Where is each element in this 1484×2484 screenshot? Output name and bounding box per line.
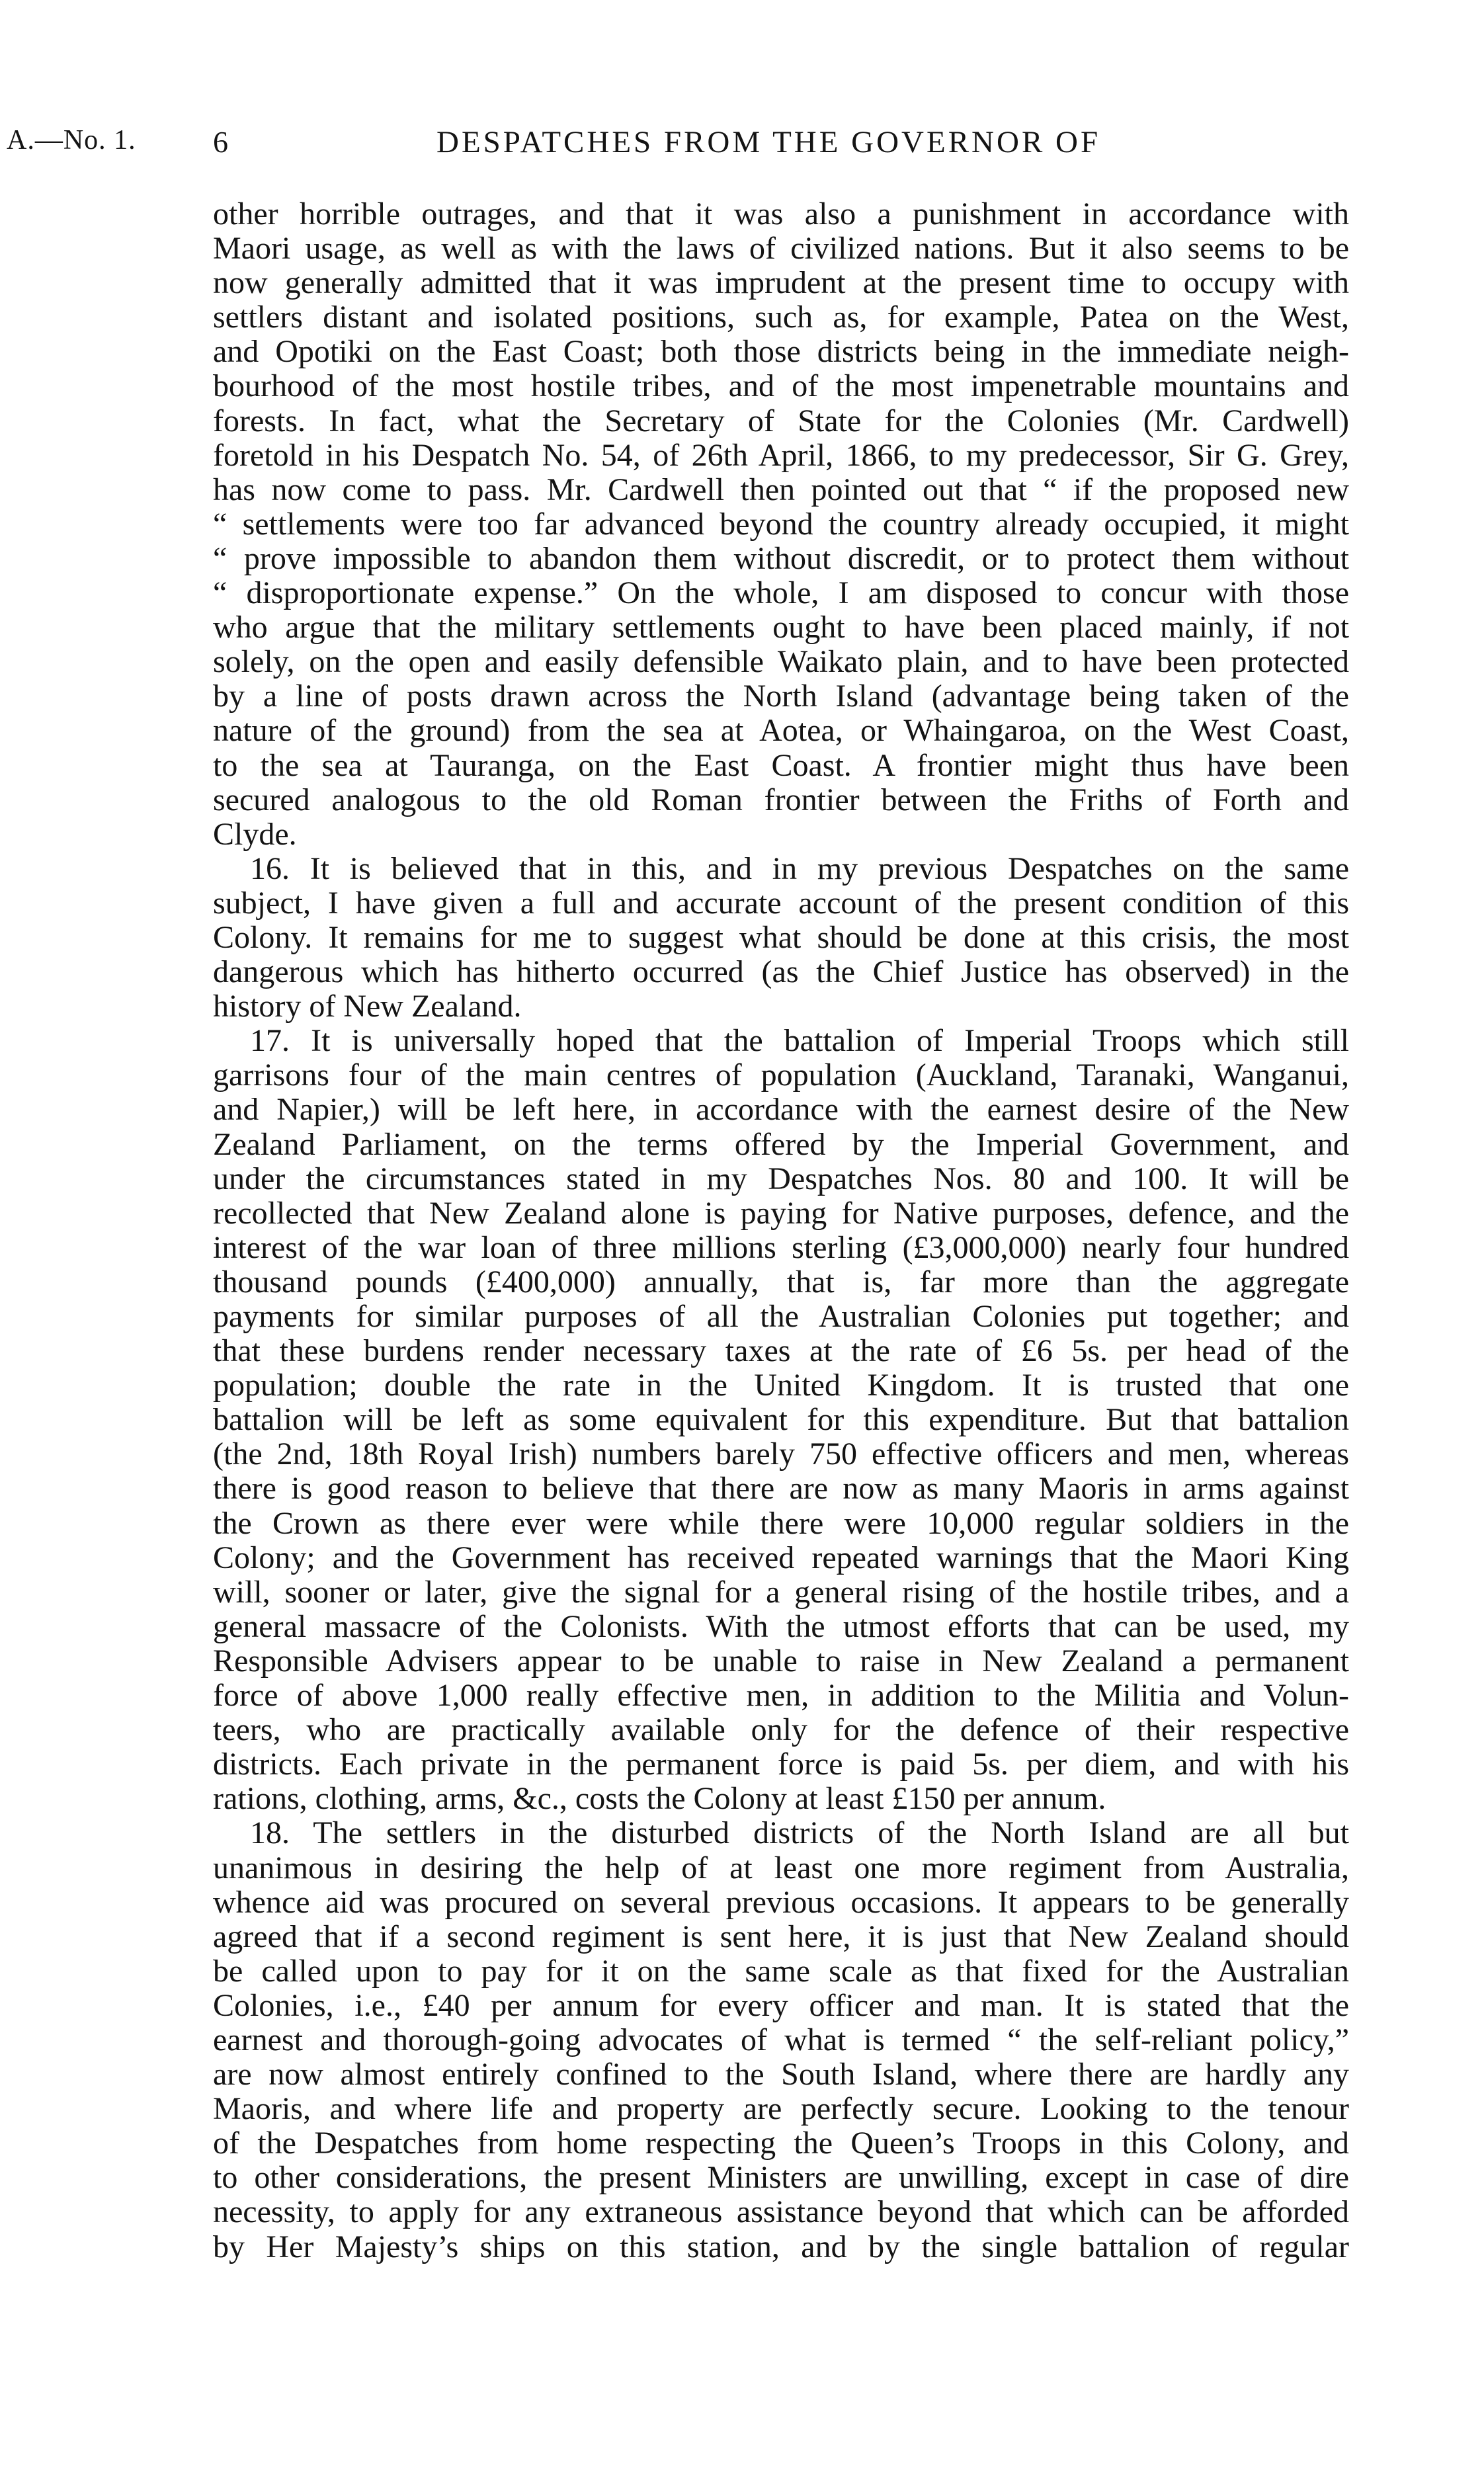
text-line: and Opotiki on the East Coast; both those districts being in the immediate neigh- bbox=[213, 334, 1349, 370]
text-line: to the sea at Tauranga, on the East Coast. A frontier might thus have been bbox=[213, 747, 1349, 783]
text-line: payments for similar purposes of all the Australian Colonies put together; and bbox=[213, 1299, 1349, 1334]
text-line: to other considerations, the present Ministers are unwilling, except in case of dire bbox=[213, 2160, 1349, 2196]
text-line: (the 2nd, 18th Royal Irish) numbers barely 750 effective officers and men, whereas bbox=[213, 1436, 1349, 1472]
text-line: that these burdens render necessary taxes at the rate of £6 5s. per head of the bbox=[213, 1333, 1349, 1369]
text-line: has now come to pass. Mr. Cardwell then pointed out that “ if the proposed new bbox=[213, 472, 1349, 507]
text-line: bourhood of the most hostile tribes, and of the most impenetrable mountains and bbox=[213, 368, 1349, 404]
text-line: Clyde. bbox=[213, 816, 297, 852]
text-line: be called upon to pay for it on the same scale as that fixed for the Australian bbox=[213, 1953, 1349, 1989]
text-line: forests. In fact, what the Secretary of State for the Colonies (Mr. Cardwell) bbox=[213, 403, 1349, 438]
text-line: are now almost entirely confined to the South Island, where there are hardly any bbox=[213, 2057, 1349, 2092]
text-line: general massacre of the Colonists. With the utmost efforts that can be used, my bbox=[213, 1608, 1349, 1644]
text-line: who argue that the military settlements ought to have been placed mainly, if not bbox=[213, 610, 1349, 645]
text-line: by a line of posts drawn across the North Island (advantage being taken of the bbox=[213, 679, 1349, 714]
text-line: Colonies, i.e., £40 per annum for every officer and man. It is stated that the bbox=[213, 1987, 1349, 2023]
text-line: solely, on the open and easily defensible Waikato plain, and to have been protected bbox=[213, 644, 1349, 680]
text-line: nature of the ground) from the sea at Aotea, or Whaingaroa, on the West Coast, bbox=[213, 713, 1349, 749]
text-line: Maoris, and where life and property are perfectly secure. Looking to the tenour bbox=[213, 2091, 1349, 2127]
text-line: under the circumstances stated in my Despatches Nos. 80 and 100. It will be bbox=[213, 1161, 1349, 1196]
text-line: earnest and thorough-going advocates of what is termed “ the self-reliant policy,” bbox=[213, 2022, 1349, 2057]
text-line: dangerous which has hitherto occurred (as the Chief Justice has observed) in the bbox=[213, 954, 1349, 990]
text-line: Responsible Advisers appear to be unable to raise in New Zealand a permanent bbox=[213, 1643, 1349, 1678]
text-line: 18. The settlers in the disturbed districts of the North Island are all but bbox=[250, 1815, 1349, 1851]
text-line: “ disproportionate expense.” On the whole, I am disposed to concur with those bbox=[213, 575, 1349, 611]
text-line: foretold in his Despatch No. 54, of 26th April, 1866, to my predecessor, Sir G. Grey, bbox=[213, 437, 1349, 473]
text-line: by Her Majesty’s ships on this station, and by the single battalion of regular bbox=[213, 2229, 1349, 2264]
text-line: force of above 1,000 really effective men, in addition to the Militia and Volun- bbox=[213, 1678, 1349, 1714]
text-line: settlers distant and isolated positions, such as, for example, Patea on the West, bbox=[213, 300, 1349, 335]
text-line: recollected that New Zealand alone is paying for Native purposes, defence, and the bbox=[213, 1195, 1349, 1231]
text-line: garrisons four of the main centres of population (Auckland, Taranaki, Wanganui, bbox=[213, 1057, 1349, 1093]
text-line: Colony. It remains for me to suggest what should be done at this crisis, the most bbox=[213, 919, 1349, 955]
document-reference: A.—No. 1. bbox=[7, 125, 136, 155]
text-line: interest of the war loan of three millions sterling (£3,000,000) nearly four hundred bbox=[213, 1229, 1349, 1265]
text-line: history of New Zealand. bbox=[213, 989, 522, 1024]
text-line: whence aid was procured on several previous occasions. It appears to be generally bbox=[213, 1884, 1349, 1920]
text-line: will, sooner or later, give the signal for a general rising of the hostile tribes, and a bbox=[213, 1574, 1349, 1610]
running-title: DESPATCHES FROM THE GOVERNOR OF bbox=[436, 125, 1101, 159]
text-line: secured analogous to the old Roman frontier between the Friths of Forth and bbox=[213, 782, 1349, 817]
body-text bbox=[213, 197, 1349, 2264]
page-header bbox=[0, 124, 1484, 171]
text-line: subject, I have given a full and accurate account of the present condition of this bbox=[213, 885, 1349, 921]
text-line: rations, clothing, arms, &c., costs the Colony at least £150 per annum. bbox=[213, 1781, 1106, 1817]
page-number: 6 bbox=[213, 125, 228, 159]
text-line: other horrible outrages, and that it was also a punishment in accordance with bbox=[213, 196, 1349, 231]
text-line: there is good reason to believe that there are now as many Maoris in arms against bbox=[213, 1471, 1349, 1507]
text-line: agreed that if a second regiment is sent here, it is just that New Zealand should bbox=[213, 1919, 1349, 1954]
text-line: Maori usage, as well as with the laws of civilized nations. But it also seems to be bbox=[213, 231, 1349, 267]
text-line: Colony; and the Government has received repeated warnings that the Maori King bbox=[213, 1540, 1349, 1575]
text-line: Zealand Parliament, on the terms offered by the Imperial Government, and bbox=[213, 1126, 1349, 1162]
text-line: population; double the rate in the United Kingdom. It is trusted that one bbox=[213, 1368, 1349, 1403]
text-line: 17. It is universally hoped that the battalion of Imperial Troops which still bbox=[250, 1023, 1349, 1059]
text-line: “ settlements were too far advanced beyond the country already occupied, it might bbox=[213, 506, 1349, 542]
text-line: “ prove impossible to abandon them without discredit, or to protect them without bbox=[213, 540, 1349, 576]
text-line: of the Despatches from home respecting the Queen’s Troops in this Colony, and bbox=[213, 2126, 1349, 2161]
text-line: 16. It is believed that in this, and in my previous Despatches on the same bbox=[250, 850, 1349, 886]
text-line: the Crown as there ever were while there were 10,000 regular soldiers in the bbox=[213, 1505, 1349, 1541]
text-line: unanimous in desiring the help of at least one more regiment from Australia, bbox=[213, 1850, 1349, 1885]
text-line: necessity, to apply for any extraneous assistance beyond that which can be afforded bbox=[213, 2194, 1349, 2230]
text-line: thousand pounds (£400,000) annually, that is, far more than the aggregate bbox=[213, 1264, 1349, 1300]
text-line: teers, who are practically available only for the defence of their respective bbox=[213, 1712, 1349, 1748]
text-line: and Napier,) will be left here, in accordance with the earnest desire of the New bbox=[213, 1092, 1349, 1128]
text-line: districts. Each private in the permanent force is paid 5s. per diem, and with his bbox=[213, 1747, 1349, 1782]
text-line: now generally admitted that it was imprudent at the present time to occupy with bbox=[213, 265, 1349, 301]
text-line: battalion will be left as some equivalent for this expenditure. But that battalion bbox=[213, 1402, 1349, 1438]
